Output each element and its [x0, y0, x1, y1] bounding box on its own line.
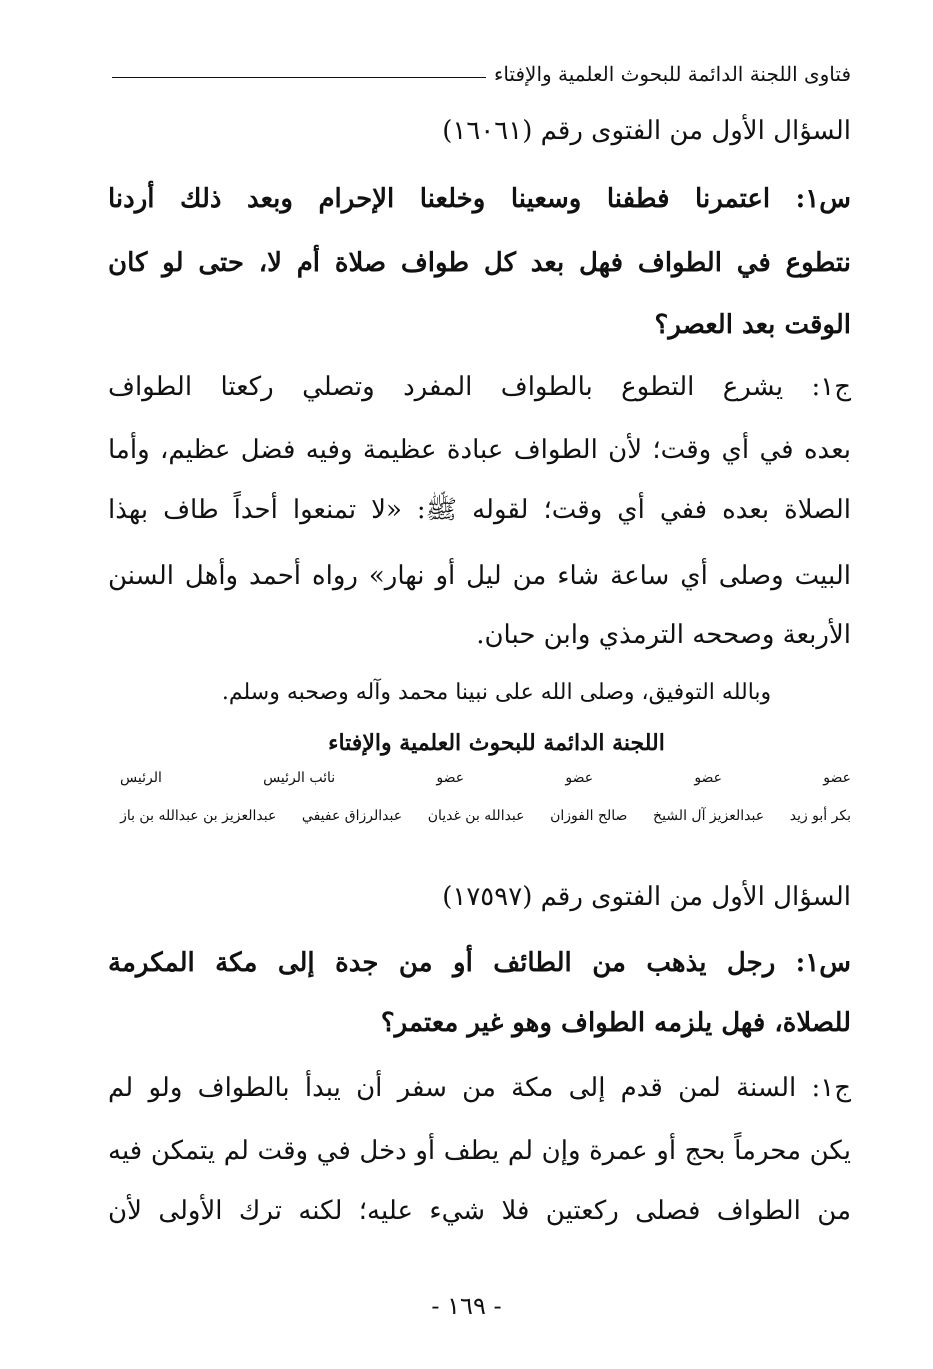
- member-name: صالح الفوزان: [550, 808, 628, 824]
- member-role: عضو: [823, 770, 851, 786]
- fatwa-2-answer-line: ج١: السنة لمن قدم إلى مكة من سفر أن يبدأ بالطواف ولو لم: [108, 1073, 851, 1103]
- fatwa-1-answer-line: الأربعة وصححه الترمذي وابن حبان.: [476, 620, 851, 650]
- fatwa-1-question-line: نتطوع في الطواف فهل بعد كل طواف صلاة أم لا، حتى لو كان: [108, 248, 851, 278]
- member-role: نائب الرئيس: [263, 770, 336, 786]
- fatwa-2-question-line: للصلاة، فهل يلزمه الطواف وهو غير معتمر؟: [380, 1008, 851, 1038]
- member-name: بكر أبو زيد: [789, 808, 851, 824]
- closing-prayer: وبالله التوفيق، وصلى الله على نبينا محمد وآله وصحبه وسلم.: [221, 680, 772, 705]
- committee-title: اللجنة الدائمة للبحوث العلمية والإفتاء: [328, 730, 665, 756]
- member-name: عبدالله بن غديان: [427, 808, 525, 824]
- member-name: عبدالرزاق عفيفي: [301, 808, 403, 824]
- member-names: [120, 808, 851, 824]
- member-role: عضو: [436, 770, 465, 786]
- fatwa-2-heading: السؤال الأول من الفتوى رقم (١٧٥٩٧): [442, 882, 851, 912]
- member-role: الرئيس: [120, 770, 162, 786]
- fatwa-1-answer-line: بعده في أي وقت؛ لأن الطواف عبادة عظيمة وفيه فضل عظيم، وأما: [108, 435, 851, 465]
- header-title: فتاوى اللجنة الدائمة للبحوث العلمية والإفتاء: [493, 62, 851, 86]
- header-rule: [112, 77, 486, 78]
- member-name: عبدالعزيز آل الشيخ: [653, 808, 765, 824]
- fatwa-1-answer-line: الصلاة بعده ففي أي وقت؛ لقوله ﷺ: «لا تمنعوا أحداً طاف بهذا: [108, 495, 851, 525]
- member-role: عضو: [694, 770, 723, 786]
- member-name: عبدالعزيز بن عبدالله بن باز: [120, 808, 277, 824]
- fatwa-1-answer-line: البيت وصلى أي ساعة شاء من ليل أو نهار» رواه أحمد وأهل السنن: [108, 561, 851, 591]
- running-header: [112, 58, 851, 88]
- fatwa-2-question-line: س١: رجل يذهب من الطائف أو من جدة إلى مكة المكرمة: [108, 948, 851, 978]
- member-roles: [120, 770, 851, 786]
- fatwa-1-question-line: الوقت بعد العصر؟: [654, 310, 851, 340]
- fatwa-1-answer-line: ج١: يشرع التطوع بالطواف المفرد وتصلي ركعتا الطواف: [108, 372, 851, 402]
- page-number: - ١٦٩ -: [431, 1292, 502, 1320]
- fatwa-2-answer-line: من الطواف فصلى ركعتين فلا شيء عليه؛ لكنه ترك الأولى لأن: [108, 1196, 851, 1226]
- fatwa-1-heading: السؤال الأول من الفتوى رقم (١٦٠٦١): [442, 116, 851, 146]
- fatwa-2-answer-line: يكن محرماً بحج أو عمرة وإن لم يطف أو دخل في وقت لم يتمكن فيه: [108, 1136, 851, 1166]
- member-role: عضو: [565, 770, 594, 786]
- fatwa-1-question-line: س١: اعتمرنا فطفنا وسعينا وخلعنا الإحرام وبعد ذلك أردنا: [108, 184, 851, 214]
